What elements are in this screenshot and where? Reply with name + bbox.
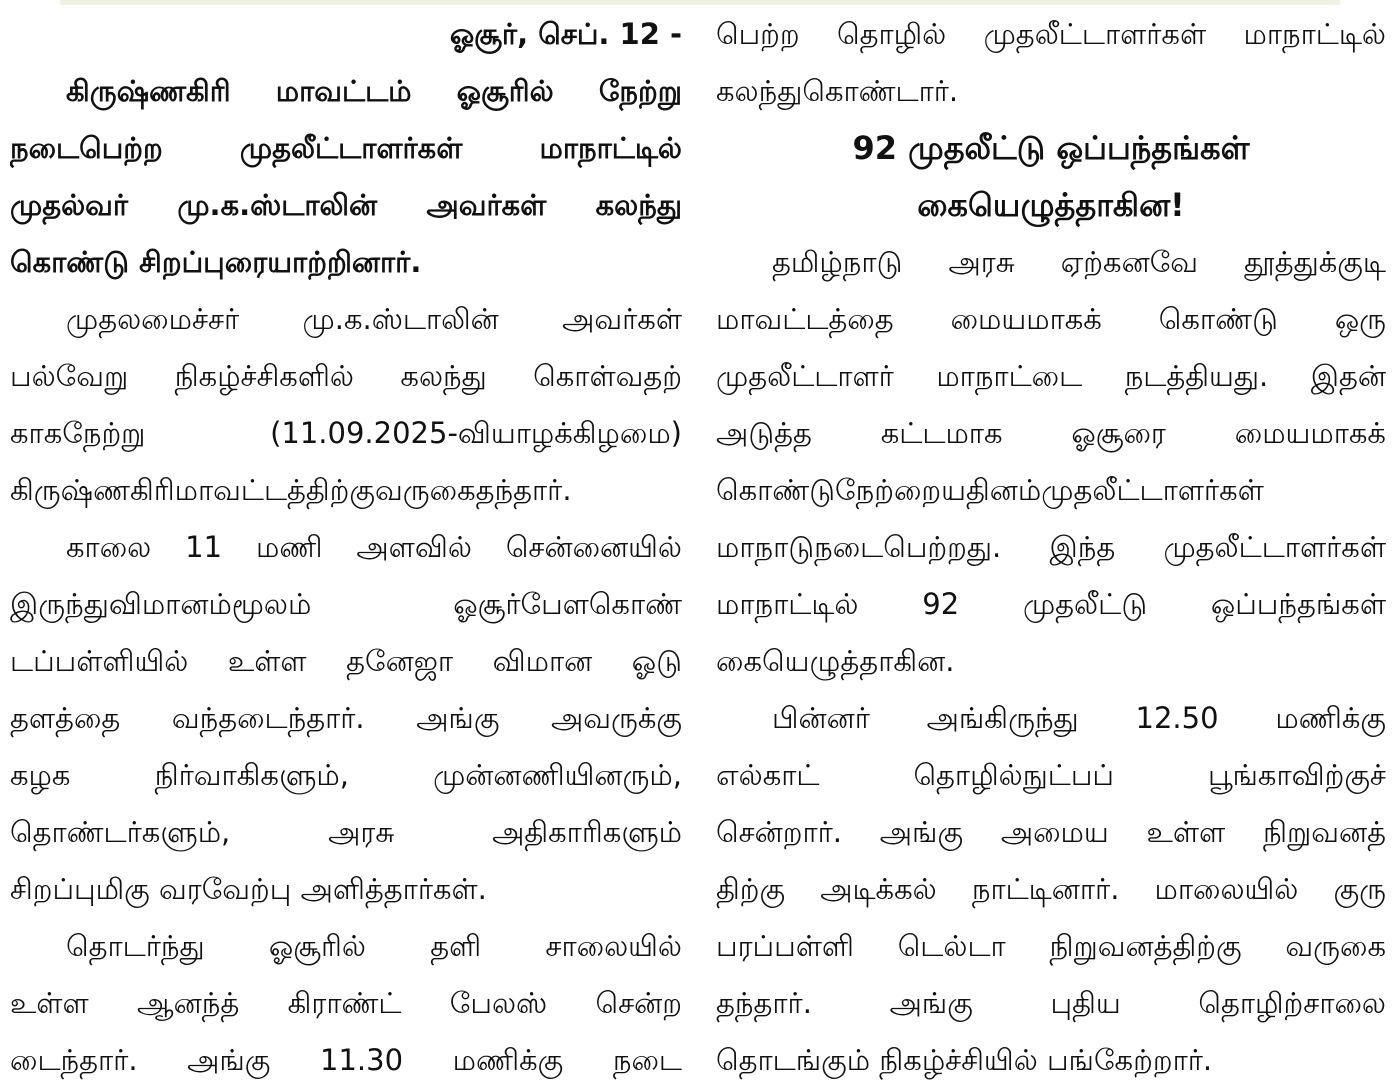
text-line: அடுத்த கட்டமாக ஓசூரை மையமாகக் [716,416,1386,450]
continued-paragraph [716,6,1386,120]
text-line: கொண்டுநேற்றையதினம்முதலீட்டாளர்கள் [716,473,1264,507]
text-line: தொடர்ந்து ஓசூரில் தளி சாலையில் [66,929,682,963]
right-column [716,6,1386,1089]
text-line: மாநாட்டில் 92 முதலீட்டு ஒப்பந்தங்கள் [716,587,1386,621]
text-line: தொண்டர்களும், அரசு அதிகாரிகளும் [10,815,682,849]
text-line: தமிழ்நாடு அரசு ஏற்கனவே தூத்துக்குடி [772,245,1386,279]
text-line: தளத்தை வந்தடைந்தார். அங்கு அவருக்கு [10,701,682,735]
text-line: டப்பள்ளியில் உள்ள தனேஜா விமான ஓடு [10,644,682,678]
text-line: பல்வேறு நிகழ்ச்சிகளில் கலந்து கொள்வதற் [10,359,682,393]
lead-line: முதல்வர் மு.க.ஸ்டாலின் அவர்கள் கலந்து [10,188,682,222]
text-line: டைந்தார். அங்கு 11.30 மணிக்கு நடை [10,1043,682,1077]
text-line: கலந்துகொண்டார். [716,74,959,108]
text-line: காகநேற்று (11.09.2025-வியாழக்கிழமை) [10,416,682,450]
text-line: தந்தார். அங்கு புதிய தொழிற்சாலை [716,986,1386,1020]
text-line: கிருஷ்ணகிரிமாவட்டத்திற்குவருகைதந்தார். [10,473,572,507]
text-line: இருந்துவிமானம்மூலம் ஓசூர்பேளகொண் [10,587,682,621]
text-line: தொடங்கும் நிகழ்ச்சியில் பங்கேற்றார். [716,1043,1213,1077]
body-paragraph [716,234,1386,690]
lead-line: கிருஷ்ணகிரி மாவட்டம் ஓசூரில் நேற்று [66,74,682,108]
text-line: பின்னர் அங்கிருந்து 12.50 மணிக்கு [772,701,1386,735]
text-line: பெற்ற தொழில் முதலீட்டாளர்கள் மாநாட்டில் [716,17,1386,51]
text-line: கழக நிர்வாகிகளும், முன்னணியினரும், [10,758,682,792]
lead-paragraph [10,63,682,291]
text-line: சிறப்புமிகு வரவேற்பு அளித்தார்கள். [10,872,487,906]
lead-line: கொண்டு சிறப்புரையாற்றினார். [10,245,422,279]
text-line: திற்கு அடிக்கல் நாட்டினார். மாலையில் குரு [716,872,1386,906]
body-paragraph [10,918,682,1089]
body-paragraph [10,519,682,918]
text-line: மாநாடுநடைபெற்றது. இந்த முதலீட்டாளர்கள் [716,530,1386,564]
left-column [10,6,682,1089]
text-line: பரப்பள்ளி டெல்டா நிறுவனத்திற்கு வருகை [716,929,1386,963]
text-line: எல்காட் தொழில்நுட்பப் பூங்காவிற்குச் [716,758,1386,792]
lead-line: நடைபெற்ற முதலீட்டாளர்கள் மாநாட்டில் [10,131,682,165]
text-line: கையெழுத்தாகின. [716,644,955,678]
body-paragraph [10,291,682,519]
page-edge-strip [60,0,1340,5]
dateline: ஓசூர், செப். 12 - [449,17,682,51]
subheading-line: 92 முதலீட்டு ஒப்பந்தங்கள் [852,129,1250,167]
subheading-line: கையெழுத்தாகின! [917,186,1185,224]
text-line: சென்றார். அங்கு அமைய உள்ள நிறுவனத் [716,815,1386,849]
text-line: முதலீட்டாளர் மாநாட்டை நடத்தியது. இதன் [716,359,1386,393]
text-line: மாவட்டத்தை மையமாகக் கொண்டு ஒரு [716,302,1386,336]
subheading [716,120,1386,234]
text-line: காலை 11 மணி அளவில் சென்னையில் [66,530,682,564]
body-paragraph [716,690,1386,1089]
text-line: முதலமைச்சர் மு.க.ஸ்டாலின் அவர்கள் [66,302,682,336]
text-line: உள்ள ஆனந்த் கிராண்ட் பேலஸ் சென்ற [10,986,682,1020]
